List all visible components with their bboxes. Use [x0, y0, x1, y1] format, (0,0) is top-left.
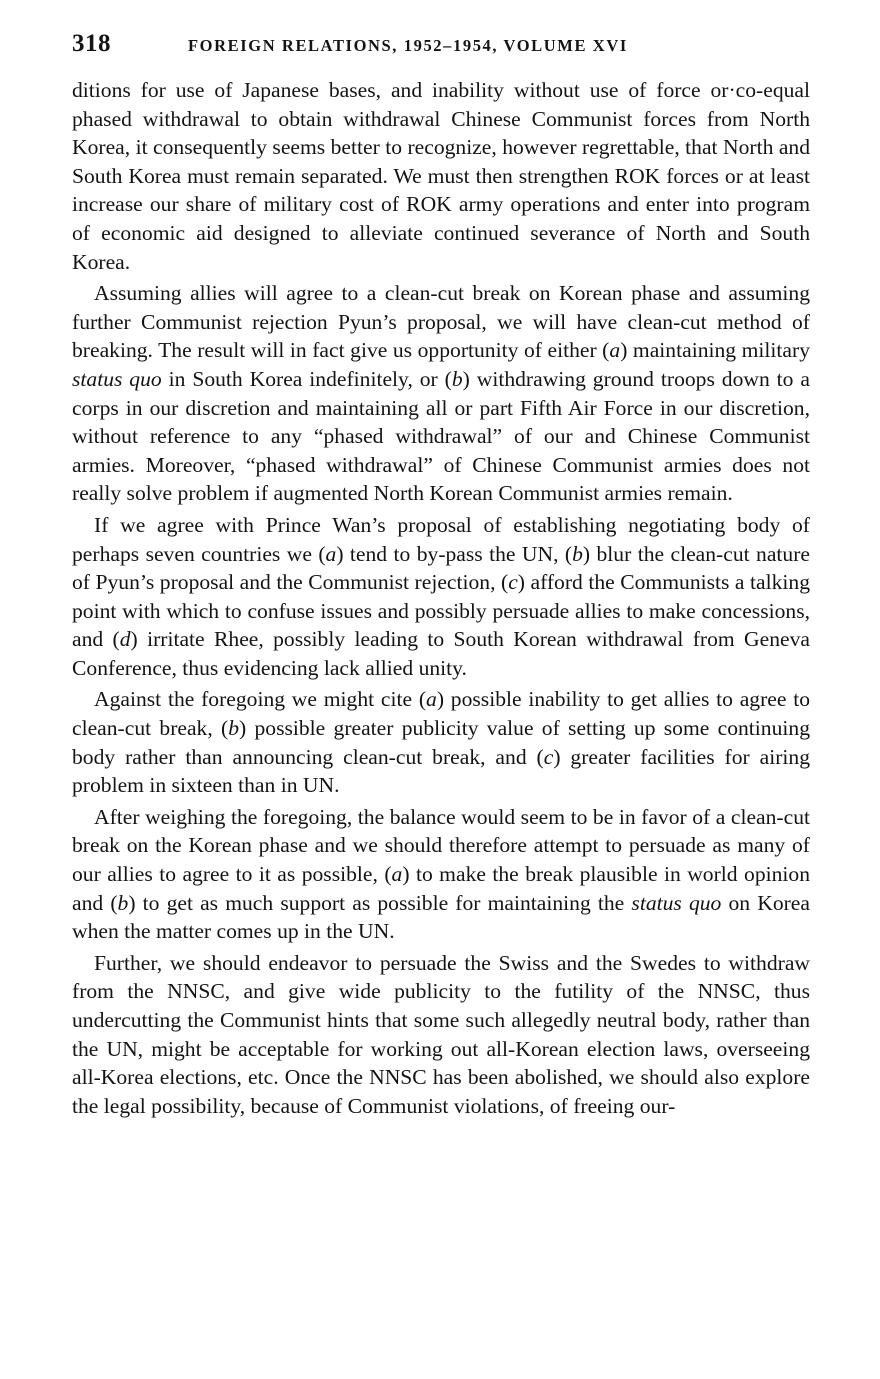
text-run: ) possible inability to get allies to agree to clean-cut break, ( — [72, 687, 811, 741]
italic-text: status quo — [631, 890, 722, 915]
paragraph — [72, 76, 810, 276]
text-run: ) afford the Communists a talking point with which to confuse issues and possibly persuade allies to make concessions, and ( — [72, 570, 810, 652]
text-run: If we agree with Prince Wan’s proposal of establishing negotiating body of perhaps seven countries we ( — [72, 512, 810, 566]
italic-text: b — [228, 716, 240, 741]
text-run: Assuming allies will agree to a clean-cut break on Korean phase and assuming further Communist rejection Pyun’s proposal, we will have clean-cut method of breaking. The result will in fact give us opportunity of either ( — [72, 281, 810, 363]
text-run: ) to get as much support as possible for maintaining the — [128, 890, 632, 915]
italic-text: status quo — [72, 366, 162, 391]
running-title: FOREIGN RELATIONS, 1952–1954, VOLUME XVI — [188, 36, 628, 55]
paragraph — [72, 511, 810, 683]
paragraph — [72, 949, 810, 1121]
running-head — [72, 30, 810, 76]
text-run: ) possible greater publicity value of setting up some continuing body rather than announcing clean-cut break, and ( — [72, 716, 810, 769]
text-run: in South Korea indefinitely, or ( — [161, 366, 452, 391]
paragraph — [72, 685, 810, 799]
text-run: ) blur the clean-cut nature of Pyun’s proposal and the Communist rejection, ( — [72, 541, 811, 595]
document-page — [72, 30, 810, 1123]
text-run: ) maintaining military — [620, 338, 810, 363]
text-run: ) withdrawing ground troops down to a corps in our discretion and maintaining all or part Fifth Air Force in our discretion, without reference to any “phased withdrawal” of our and Chinese Communist armies. Moreover, “phased withdrawal” of Chinese Communist armies does not really solve problem if augmented North Korean Communist armies remain. — [72, 366, 810, 506]
page-number: 318 — [72, 30, 111, 57]
italic-text: a — [391, 862, 403, 887]
paragraph — [72, 803, 810, 946]
body-text — [72, 76, 810, 1120]
italic-text: b — [451, 366, 463, 391]
italic-text: b — [572, 541, 583, 566]
text-run: ditions for use of Japanese bases, and inability without use of force or·co-equal phased withdrawal to obtain withdrawal Chinese Communist forces from North Korea, it consequently seems better to recognize, however regrettable, that North and South Korea must remain separated. We must then strengthen ROK forces or at least increase our share of military cost of ROK army operations and enter into program of economic aid designed to alleviate continued severance of North and South Korea. — [72, 78, 810, 274]
text-run: ) tend to by-pass the UN, ( — [336, 541, 573, 566]
paragraph — [72, 279, 810, 508]
text-run: on Korea when the matter comes up in the UN. — [72, 890, 810, 944]
text-run: ) irritate Rhee, possibly leading to South Korean withdrawal from Geneva Conference, thus evidencing lack allied unity. — [72, 627, 810, 680]
italic-text: a — [609, 338, 621, 363]
text-run: Against the foregoing we might cite ( — [94, 687, 427, 712]
text-run: ) to make the break plausible in world opinion and ( — [72, 862, 811, 915]
italic-text: a — [426, 687, 437, 712]
italic-text: d — [119, 627, 131, 652]
text-run: Further, we should endeavor to persuade the Swiss and the Swedes to withdraw from the NNSC, and give wide publicity to the futility of the NNSC, thus undercutting the Communist hints that some such allegedly neutral body, rather than the UN, might be acceptable for working out all-Korean election laws, overseeing all-Korea elections, etc. Once the NNSC has been abolished, we should also explore the legal possibility, because of Communist violations, of freeing our- — [72, 950, 810, 1118]
italic-text: c — [543, 744, 554, 769]
italic-text: b — [117, 890, 129, 915]
text-run: ) greater facilities for airing problem in sixteen than in UN. — [72, 744, 810, 798]
italic-text: a — [325, 541, 337, 566]
text-run: After weighing the foregoing, the balance would seem to be in favor of a clean-cut break on the Korean phase and we should therefore attempt to persuade as many of our allies to agree to it as possible, ( — [72, 804, 810, 887]
italic-text: c — [508, 570, 518, 595]
